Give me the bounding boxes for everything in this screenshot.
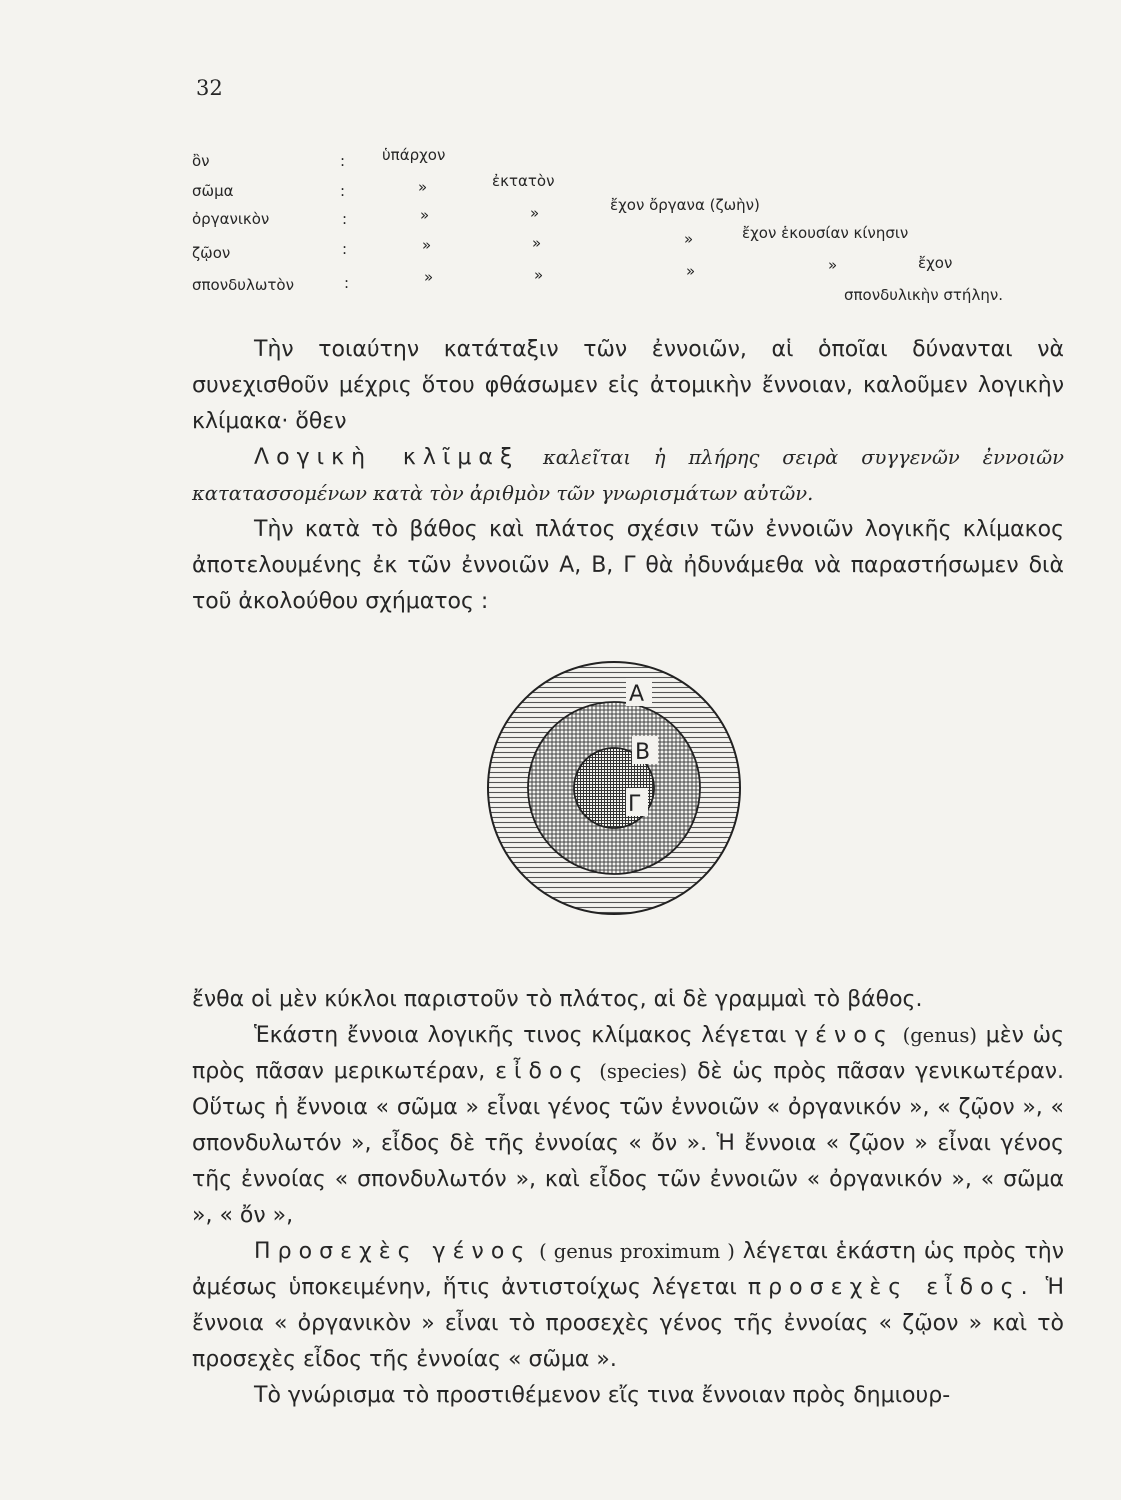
- label-c: Γ: [628, 792, 641, 817]
- paragraph-last-line: Τὸ γνώρισμα τὸ προστιθέμενον εἴς τινα ἔννοιαν πρὸς δημιουρ-: [254, 1383, 951, 1408]
- hier-cell: »: [534, 266, 544, 284]
- paragraph-diagram-intro: Τὴν κατὰ τὸ βάθος καὶ πλάτος σχέσιν τῶν ἐννοιῶν λογικῆς κλίμακος ἀποτελουμένης ἐκ τῶν ἐννοιῶν Α, Β, Γ θὰ ἠδυνάμεθα νὰ παραστήσωμεν διὰ τοῦ ἀκολούθου σχήματος :: [192, 517, 1064, 614]
- hier-cell: »: [532, 234, 542, 252]
- hier-cell: »: [420, 206, 430, 224]
- definition-text: καλεῖται ἡ πλήρης σειρὰ συγγενῶν ἐννοιῶν κατατασσομένων κατὰ τὸν ἀριθμὸν τῶν γνωρισμάτων αὐτῶν.: [192, 446, 1064, 505]
- hier-cell: »: [684, 230, 694, 248]
- hier-cell: ἐκτατὸν: [492, 172, 555, 190]
- hier-colon: :: [342, 240, 348, 258]
- hier-term: ζῷον: [192, 244, 231, 262]
- hier-cell: »: [530, 204, 540, 222]
- hier-cell: »: [686, 262, 696, 280]
- hier-colon: :: [344, 274, 350, 292]
- term-genos: γένος: [795, 1023, 894, 1048]
- hier-term: σπονδυλωτὸν: [192, 276, 294, 294]
- hier-colon: :: [340, 152, 346, 170]
- hier-continuation: σπονδυλικὴν στήλην.: [844, 286, 1003, 304]
- paragraph-proximate: Προσεχὲς γένος ( genus proximum ) λέγεται ἑκάστη ὡς πρὸς τὴν ἀμέσως ὑποκειμένην, ἥτις ἀντιστοίχως λέγεται προσεχὲς εἶδος. Ἡ ἔννοια « ὀργανικὸν » εἶναι τὸ προσεχὲς γένος τῆς ἐννοίας « ζῷον » καὶ τὸ προσεχὲς εἶδος τῆς ἐννοίας « σῶμα ».: [192, 1239, 1065, 1372]
- term-proseches-eidos: προσεχὲς εἶδος.: [747, 1275, 1035, 1300]
- paragraph-genus-species: Ἑκάστη ἔννοια λογικῆς τινος κλίμακος λέγεται γένος (genus) μὲν ὡς πρὸς πᾶσαν μερικωτέραν, εἶδος (species) δὲ ὡς πρὸς πᾶσαν γενικωτέραν. Οὕτως ἡ ἔννοια « σῶμα » εἶναι γένος τῶν ἐννοιῶν « ὀργανικόν », « ζῷον », « σπονδυλωτόν », εἶδος δὲ τῆς ἐννοίας « ὄν ». Ἡ ἔννοια « ζῷον » εἶναι γένος τῆς ἐννοίας « σπονδυλωτόν », καὶ εἶδος τῶν ἐννοιῶν « ὀργανικόν », « σῶμα », « ὄν »,: [192, 1023, 1065, 1228]
- label-a: Α: [629, 682, 645, 707]
- hier-cell: »: [828, 256, 838, 274]
- hier-colon: :: [342, 210, 348, 228]
- hier-cell: ἔχον: [918, 254, 953, 272]
- hier-term: ὀργανικὸν: [192, 210, 270, 228]
- hier-term: ὂν: [192, 152, 210, 170]
- hier-cell: »: [422, 236, 432, 254]
- hier-cell: ἔχον ὄργανα (ζωὴν): [610, 196, 760, 214]
- definition-term: Λογικὴ κλῖμαξ: [254, 445, 520, 470]
- concept-hierarchy-table: [192, 146, 1052, 310]
- definition: [192, 440, 1064, 512]
- hier-cell: ἔχον ἑκουσίαν κίνησιν: [742, 224, 909, 242]
- term-proseches-genos: Προσεχὲς γένος: [254, 1239, 532, 1264]
- hier-cell: ὑπάρχον: [382, 146, 446, 164]
- hier-cell: »: [418, 178, 428, 196]
- lower-text: [192, 982, 1064, 1414]
- label-b: Β: [635, 740, 651, 765]
- paragraph-logical-ladder: Τὴν τοιαύτην κατάταξιν τῶν ἐννοιῶν, αἱ ὁποῖαι δύνανται νὰ συνεχισθοῦν μέχρις ὅτου φθάσωμεν εἰς ἀτομικὴν ἔννοιαν, καλοῦμεν λογικὴν κλίμακα· ὅθεν Λογικὴ κλῖμαξ καλεῖται ἡ πλήρης σειρὰ συγγενῶν ἐννοιῶν κατατασσομένων κατὰ τὸν ἀριθμὸν τῶν γνωρισμάτων αὐτῶν. Τὴν κατὰ τὸ βάθος καὶ πλάτος σχέσιν τῶν ἐννοιῶν λογικῆς κλίμακος ἀποτελουμένης ἐκ τῶν ἐννοιῶν Α, Β, Γ θὰ ἠδυνάμεθα νὰ παραστήσωμεν διὰ τοῦ ἀκολούθου σχήματος :: [192, 332, 1064, 620]
- concentric-circles-diagram: [486, 660, 742, 916]
- page-number: 32: [196, 76, 223, 100]
- hier-cell: »: [424, 268, 434, 286]
- term-eidos: εἶδος: [495, 1059, 590, 1084]
- paragraph-circles-note: ἔνθα οἱ μὲν κύκλοι παριστοῦν τὸ πλάτος, αἱ δὲ γραμμαὶ τὸ βάθος.: [192, 987, 923, 1012]
- hier-term: σῶμα: [192, 182, 234, 200]
- hier-colon: :: [340, 182, 346, 200]
